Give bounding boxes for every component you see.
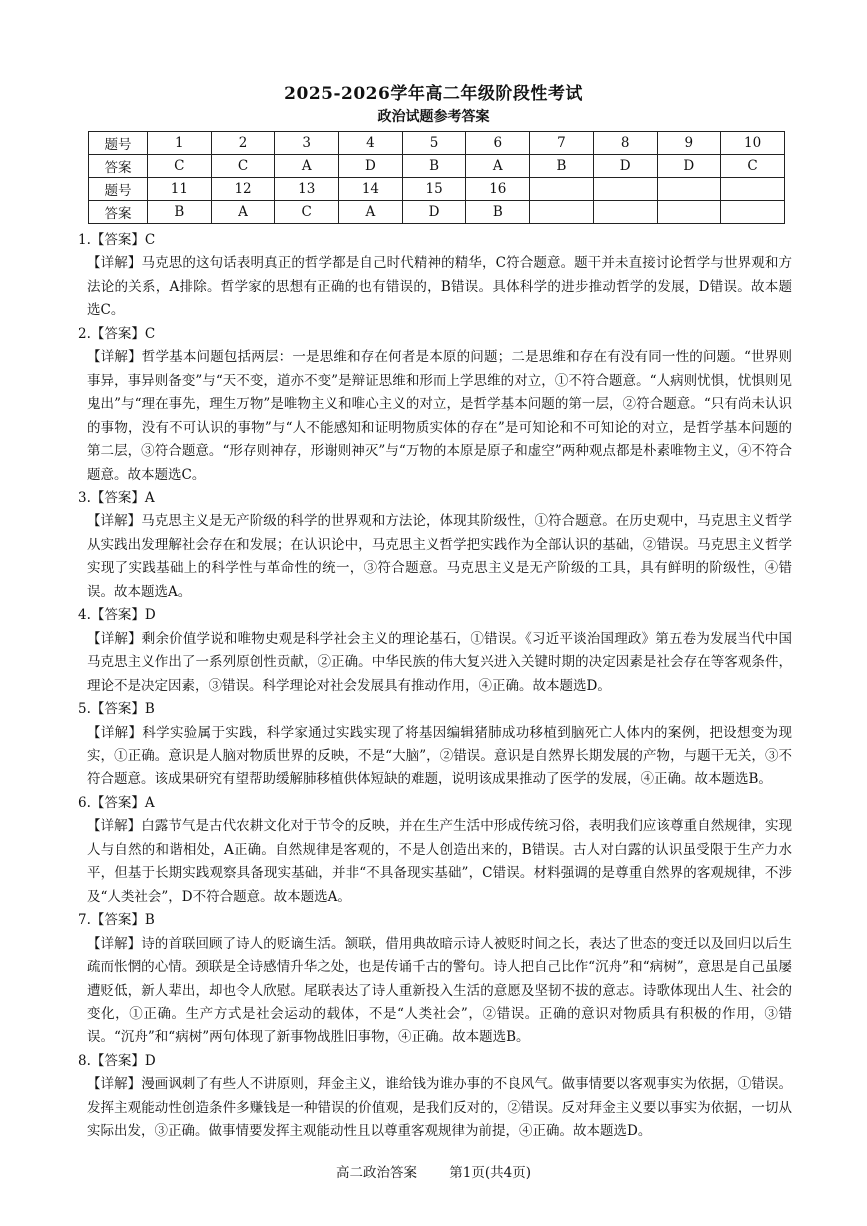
table-row: [89, 155, 785, 178]
table-cell: 16: [466, 178, 530, 201]
answer-table: [88, 131, 785, 224]
answer-line: 4.【答案】D: [78, 607, 156, 624]
question-4: [78, 604, 792, 698]
answer-line: 2.【答案】C: [78, 325, 156, 342]
detail-text: 【详解】马克思的这句话表明真正的哲学都是自己时代精神的精华，C符合题意。题干并未直接讨论哲学与世界观和方法论的关系，A排除。哲学家的思想有正确的也有错误的，B错误。具体科学的进步推动哲学的发展，D错误。故本题选C。: [87, 255, 792, 319]
table-cell: [530, 201, 594, 224]
table-cell: B: [148, 201, 212, 224]
row-label: 题号: [89, 178, 148, 201]
table-cell: [530, 178, 594, 201]
table-cell: D: [593, 155, 657, 178]
detail-text: 【详解】哲学基本问题包括两层：一是思维和存在何者是本原的问题；二是思维和存在有没有同一性的问题。“世界则事异，事异则备变”与“天不变，道亦不变”是辩证思维和形而上学思维的对立，①不符合题意。“人病则忧惧，忧惧则见鬼出”与“理在事先，理生万物”是唯物主义和唯心主义的对立，是哲学基本问题的第一层，②符合题意。“只有尚未认识的事物，没有不可认识的事物”与“人不能感知和证明物质实体的存在”是可知论和不可知论的对立，是哲学基本问题的第二层，③符合题意。“形存则神存，形谢则神灭”与“万物的本原是原子和虚空”两种观点都是朴素唯物主义，④不符合题意。故本题选C。: [87, 349, 792, 483]
row-label: 答案: [89, 155, 148, 178]
table-cell: 12: [211, 178, 275, 201]
table-cell: 15: [402, 178, 466, 201]
footer-subject: 高二政治答案: [335, 1165, 417, 1181]
question-8: [78, 1050, 792, 1144]
question-3: [78, 487, 792, 604]
table-cell: 7: [530, 132, 594, 155]
question-7: [78, 909, 792, 1050]
page-subtitle: 政治试题参考答案: [377, 109, 490, 125]
row-label: 题号: [89, 132, 148, 155]
table-cell: D: [657, 155, 721, 178]
table-cell: A: [466, 155, 530, 178]
detail-text: 【详解】诗的首联回顾了诗人的贬谪生活。颔联，借用典故暗示诗人被贬时间之长，表达了世态的变迁以及回归以后生疏而怅惘的心情。颈联是全诗感情升华之处，也是传诵千古的警句。诗人把自己比作“沉舟”和“病树”，意思是自己虽屡遭贬低，新人辈出，却也令人欣慰。尾联表达了诗人重新投入生活的意愿及坚韧不拔的意志。诗歌体现出人生、社会的变化，①正确。生产方式是社会运动的载体，不是“人类社会”，②错误。正确的意识对物质具有积极的作用，③错误。“沉舟”和“病树”两句体现了新事物战胜旧事物，④正确。故本题选B。: [87, 935, 792, 1046]
table-cell: B: [402, 155, 466, 178]
table-cell: [721, 201, 785, 224]
table-cell: 4: [339, 132, 403, 155]
table-cell: 3: [275, 132, 339, 155]
table-row: [89, 201, 785, 224]
page-title: 2025-2026学年高二年级阶段性考试: [284, 84, 583, 104]
row-label: 答案: [89, 201, 148, 224]
detail-text: 【详解】科学实验属于实践，科学家通过实践实现了将基因编辑猪肺成功移植到脑死亡人体内的案例，把设想变为现实，①正确。意识是人脑对物质世界的反映，不是“大脑”，②错误。意识是自然界长期发展的产物，与题干无关，③不符合题意。该成果研究有望帮助缓解肺移植供体短缺的难题，说明该成果推动了医学的发展，④正确。故本题选B。: [87, 724, 792, 788]
table-cell: 9: [657, 132, 721, 155]
table-cell: C: [211, 155, 275, 178]
table-cell: C: [275, 201, 339, 224]
table-row: [89, 178, 785, 201]
table-cell: A: [275, 155, 339, 178]
table-cell: [593, 201, 657, 224]
table-row: [89, 132, 785, 155]
answer-line: 8.【答案】D: [78, 1052, 156, 1069]
table-cell: 11: [148, 178, 212, 201]
table-cell: C: [721, 155, 785, 178]
question-6: [78, 792, 792, 909]
table-cell: [657, 201, 721, 224]
answer-line: 3.【答案】A: [78, 489, 155, 506]
detail-text: 【详解】剩余价值学说和唯物史观是科学社会主义的理论基石，①错误。《习近平谈治国理政》第五卷为发展当代中国马克思主义作出了一系列原创性贡献，②正确。中华民族的伟大复兴进入关键时期的决定因素是社会存在等客观条件，理论不是决定因素，③错误。科学理论对社会发展具有推动作用，④正确。故本题选D。: [87, 630, 792, 694]
answer-line: 5.【答案】B: [78, 701, 155, 718]
table-cell: 8: [593, 132, 657, 155]
table-cell: 2: [211, 132, 275, 155]
table-cell: A: [339, 201, 403, 224]
table-cell: B: [466, 201, 530, 224]
table-cell: 14: [339, 178, 403, 201]
question-1: [78, 229, 792, 323]
table-cell: 5: [402, 132, 466, 155]
answer-line: 7.【答案】B: [78, 912, 155, 929]
question-2: [78, 323, 792, 487]
page-footer: [0, 1161, 867, 1181]
table-cell: A: [211, 201, 275, 224]
table-cell: [721, 178, 785, 201]
table-cell: B: [530, 155, 594, 178]
question-5: [78, 698, 792, 792]
table-cell: 10: [721, 132, 785, 155]
detail-text: 【详解】马克思主义是无产阶级的科学的世界观和方法论，体现其阶级性，①符合题意。在历史观中，马克思主义哲学从实践出发理解社会存在和发展；在认识论中，马克思主义哲学把实践作为全部认识的基础，②错误。马克思主义哲学实现了实践基础上的科学性与革命性的统一，③符合题意。马克思主义是无产阶级的工具，具有鲜明的阶级性，④错误。故本题选A。: [87, 513, 792, 600]
answer-explanations: [78, 229, 792, 1144]
table-cell: 1: [148, 132, 212, 155]
table-cell: [657, 178, 721, 201]
detail-text: 【详解】漫画讽刺了有些人不讲原则，拜金主义，谁给钱为谁办事的不良风气。做事情要以客观事实为依据，①错误。发挥主观能动性创造条件多赚钱是一种错误的价值观，是我们反对的，②错误。反对拜金主义要以事实为依据，一切从实际出发，③正确。做事情要发挥主观能动性且以尊重客观规律为前提，④正确。故本题选D。: [87, 1076, 792, 1140]
table-cell: [593, 178, 657, 201]
table-cell: 6: [466, 132, 530, 155]
answer-line: 1.【答案】C: [78, 232, 156, 248]
table-cell: D: [402, 201, 466, 224]
footer-page-number: 第1页(共4页): [449, 1165, 531, 1181]
table-cell: C: [148, 155, 212, 178]
table-cell: 13: [275, 178, 339, 201]
answer-line: 6.【答案】A: [78, 794, 155, 811]
detail-text: 【详解】白露节气是古代农耕文化对于节令的反映，并在生产生活中形成传统习俗，表明我们应该尊重自然规律，实现人与自然的和谐相处，A正确。自然规律是客观的，不是人创造出来的，B错误。古人对白露的认识虽受限于生产力水平，但基于长期实践观察具备现实基础，并非“不具备现实基础”，C错误。材料强调的是尊重自然界的客观规律，不涉及“人类社会”，D不符合题意。故本题选A。: [87, 818, 792, 905]
table-cell: D: [339, 155, 403, 178]
